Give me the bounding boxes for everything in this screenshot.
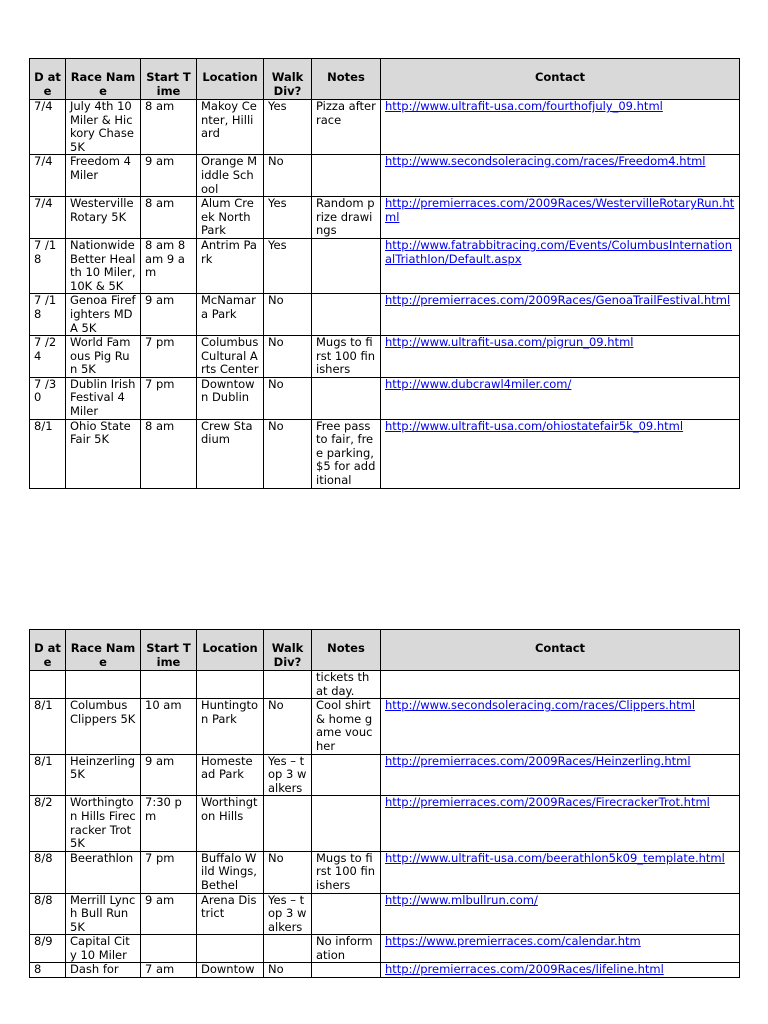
cell-start-time: 8 am [141, 197, 197, 239]
cell-race-name: World Famous Pig Run 5K [66, 336, 141, 378]
header-contact: Contact [381, 630, 740, 671]
cell-location: Antrim Park [197, 238, 264, 293]
cell-location: Orange Middle School [197, 155, 264, 197]
contact-link[interactable]: http://www.ultrafit-usa.com/ohiostatefair5k_09.html [385, 419, 684, 433]
cell-race-name: Beerathlon [66, 851, 141, 893]
table-row [30, 377, 740, 419]
cell-race-name: July 4th 10 Miler & Hickory Chase 5K [66, 100, 141, 155]
cell-walk-div: Yes – top 3 walkers [264, 754, 312, 796]
cell-notes: Pizza after race [312, 100, 381, 155]
cell-race-name: Heinzerling 5K [66, 754, 141, 796]
contact-link[interactable]: http://www.mlbullrun.com/ [385, 893, 538, 907]
header-row [30, 59, 740, 100]
cell-contact [381, 671, 740, 699]
cell-start-time: 10 am [141, 699, 197, 754]
cell-contact [381, 155, 740, 197]
cell-walk-div: No [264, 699, 312, 754]
cell-notes [312, 155, 381, 197]
cell-start-time: 7:30 pm [141, 796, 197, 851]
table-row [30, 294, 740, 336]
cell-race-name [66, 671, 141, 699]
cell-walk-div: No [264, 419, 312, 488]
cell-walk-div: No [264, 155, 312, 197]
cell-contact [381, 238, 740, 293]
cell-start-time [141, 935, 197, 963]
table-row [30, 155, 740, 197]
cell-start-time: 7 pm [141, 377, 197, 419]
cell-race-name: Ohio State Fair 5K [66, 419, 141, 488]
cell-race-name: Dash for [66, 963, 141, 978]
header-notes: Notes [312, 630, 381, 671]
cell-contact [381, 419, 740, 488]
cell-date: 8/2 [30, 796, 66, 851]
cell-walk-div: Yes [264, 238, 312, 293]
header-location: Location [197, 59, 264, 100]
cell-contact [381, 197, 740, 239]
cell-date: 7 /24 [30, 336, 66, 378]
cell-start-time: 8 am [141, 419, 197, 488]
cell-notes [312, 796, 381, 851]
race-table-1 [29, 58, 740, 489]
cell-race-name: Dublin Irish Festival 4 Miler [66, 377, 141, 419]
cell-walk-div: No [264, 851, 312, 893]
contact-link[interactable]: http://www.fatrabbitracing.com/Events/ColumbusInternationalTriathlon/Default.aspx [385, 238, 732, 266]
cell-notes [312, 294, 381, 336]
cell-start-time: 9 am [141, 155, 197, 197]
cell-contact [381, 893, 740, 935]
cell-date: 8/8 [30, 893, 66, 935]
cell-walk-div: Yes [264, 197, 312, 239]
cell-location: Columbus Cultural Arts Center [197, 336, 264, 378]
header-race-name: Race Name [66, 59, 141, 100]
cell-location: Alum Creek North Park [197, 197, 264, 239]
contact-link[interactable]: http://www.secondsoleracing.com/races/Freedom4.html [385, 154, 706, 169]
header-notes: Notes [312, 59, 381, 100]
cell-date: 8/1 [30, 699, 66, 754]
cell-start-time: 8 am 8 am 9 am [141, 238, 197, 293]
cell-contact [381, 336, 740, 378]
table-row [30, 699, 740, 754]
contact-link[interactable]: http://premierraces.com/2009Races/WestervilleRotaryRun.html [385, 196, 735, 224]
cell-notes: Mugs to first 100 finishers [312, 851, 381, 893]
cell-walk-div: Yes – top 3 walkers [264, 893, 312, 935]
table-row [30, 754, 740, 796]
contact-link[interactable]: http://www.ultrafit-usa.com/pigrun_09.html [385, 335, 634, 350]
cell-walk-div: No [264, 336, 312, 378]
cell-start-time: 7 pm [141, 851, 197, 893]
cell-notes: Mugs to first 100 finishers [312, 336, 381, 378]
cell-walk-div: No [264, 294, 312, 336]
table-row [30, 671, 740, 699]
header-date: D ate [30, 630, 66, 671]
contact-link[interactable]: http://www.dubcrawl4miler.com/ [385, 377, 572, 391]
cell-location: McNamara Park [197, 294, 264, 336]
cell-start-time: 8 am [141, 100, 197, 155]
cell-start-time: 7 pm [141, 336, 197, 378]
cell-start-time: 9 am [141, 294, 197, 336]
header-start-time: Start Time [141, 59, 197, 100]
table-row [30, 893, 740, 935]
cell-notes [312, 377, 381, 419]
table-row [30, 851, 740, 893]
cell-notes: Cool shirt & home game voucher [312, 699, 381, 754]
contact-link[interactable]: http://www.ultrafit-usa.com/beerathlon5k09_template.html [385, 851, 725, 865]
cell-location: Crew Stadium [197, 419, 264, 488]
cell-location: Arena District [197, 893, 264, 935]
cell-location: Homestead Park [197, 754, 264, 796]
cell-date: 8/9 [30, 935, 66, 963]
cell-location: Worthington Hills [197, 796, 264, 851]
cell-contact [381, 294, 740, 336]
cell-contact [381, 935, 740, 963]
cell-race-name: Genoa Firefighters MDA 5K [66, 294, 141, 336]
contact-link[interactable]: http://premierraces.com/2009Races/GenoaTrailFestival.html [385, 293, 731, 308]
contact-link[interactable]: http://www.ultrafit-usa.com/fourthofjuly_09.html [385, 99, 663, 113]
cell-contact [381, 754, 740, 796]
cell-notes: Free pass to fair, free parking, $5 for additional [312, 419, 381, 488]
cell-location [197, 935, 264, 963]
contact-link[interactable]: http://premierraces.com/2009Races/Heinzerling.html [385, 754, 691, 768]
cell-contact [381, 796, 740, 851]
header-race-name: Race Name [66, 630, 141, 671]
cell-race-name: Capital City 10 Miler [66, 935, 141, 963]
cell-date: 7/4 [30, 197, 66, 239]
cell-race-name: Worthington Hills Firecracker Trot 5K [66, 796, 141, 851]
cell-date: 7 /18 [30, 294, 66, 336]
table-row [30, 935, 740, 963]
cell-race-name: Westerville Rotary 5K [66, 197, 141, 239]
contact-link[interactable]: http://premierraces.com/2009Races/lifeline.html [385, 962, 664, 977]
cell-date: 7 /18 [30, 238, 66, 293]
cell-location: Downtow [197, 963, 264, 978]
cell-contact [381, 377, 740, 419]
cell-start-time: 9 am [141, 754, 197, 796]
cell-race-name: Columbus Clippers 5K [66, 699, 141, 754]
cell-notes [312, 963, 381, 978]
header-start-time: Start Time [141, 630, 197, 671]
cell-notes: Random prize drawings [312, 197, 381, 239]
cell-contact [381, 699, 740, 754]
table-row [30, 100, 740, 155]
header-contact: Contact [381, 59, 740, 100]
cell-walk-div [264, 935, 312, 963]
cell-start-time: 9 am [141, 893, 197, 935]
table-row [30, 963, 740, 978]
header-location: Location [197, 630, 264, 671]
cell-start-time: 7 am [141, 963, 197, 978]
table-row [30, 336, 740, 378]
cell-walk-div: No [264, 377, 312, 419]
header-walk-div: Walk Div? [264, 630, 312, 671]
table-row [30, 238, 740, 293]
cell-date: 8/8 [30, 851, 66, 893]
cell-location: Buffalo Wild Wings, Bethel [197, 851, 264, 893]
cell-date: 8/1 [30, 754, 66, 796]
cell-start-time [141, 671, 197, 699]
cell-contact [381, 963, 740, 978]
cell-notes [312, 238, 381, 293]
contact-link[interactable]: http://www.secondsoleracing.com/races/Clippers.html [385, 698, 696, 713]
cell-date: 8/1 [30, 419, 66, 488]
cell-date [30, 671, 66, 699]
cell-race-name: Nationwide Better Health 10 Miler, 10K & 5K [66, 238, 141, 293]
cell-contact [381, 100, 740, 155]
cell-location [197, 671, 264, 699]
cell-walk-div: No [264, 963, 312, 978]
contact-link[interactable]: http://premierraces.com/2009Races/FirecrackerTrot.html [385, 795, 710, 810]
cell-notes: tickets that day. [312, 671, 381, 699]
header-row [30, 630, 740, 671]
cell-race-name: Freedom 4 Miler [66, 155, 141, 197]
cell-location: Downtown Dublin [197, 377, 264, 419]
header-date: D ate [30, 59, 66, 100]
cell-contact [381, 851, 740, 893]
table-row [30, 419, 740, 488]
cell-race-name: Merrill Lynch Bull Run 5K [66, 893, 141, 935]
cell-location: Makoy Center, Hilliard [197, 100, 264, 155]
cell-date: 7/4 [30, 155, 66, 197]
race-table-2 [29, 629, 740, 978]
cell-walk-div [264, 671, 312, 699]
cell-walk-div [264, 796, 312, 851]
table-row [30, 796, 740, 851]
cell-location: Huntington Park [197, 699, 264, 754]
cell-notes: No information [312, 935, 381, 963]
cell-notes [312, 893, 381, 935]
contact-link[interactable]: https://www.premierraces.com/calendar.htm [385, 934, 641, 949]
cell-date: 8 [30, 963, 66, 978]
cell-date: 7 /30 [30, 377, 66, 419]
cell-walk-div: Yes [264, 100, 312, 155]
cell-date: 7/4 [30, 100, 66, 155]
table-row [30, 197, 740, 239]
header-walk-div: Walk Div? [264, 59, 312, 100]
cell-notes [312, 754, 381, 796]
